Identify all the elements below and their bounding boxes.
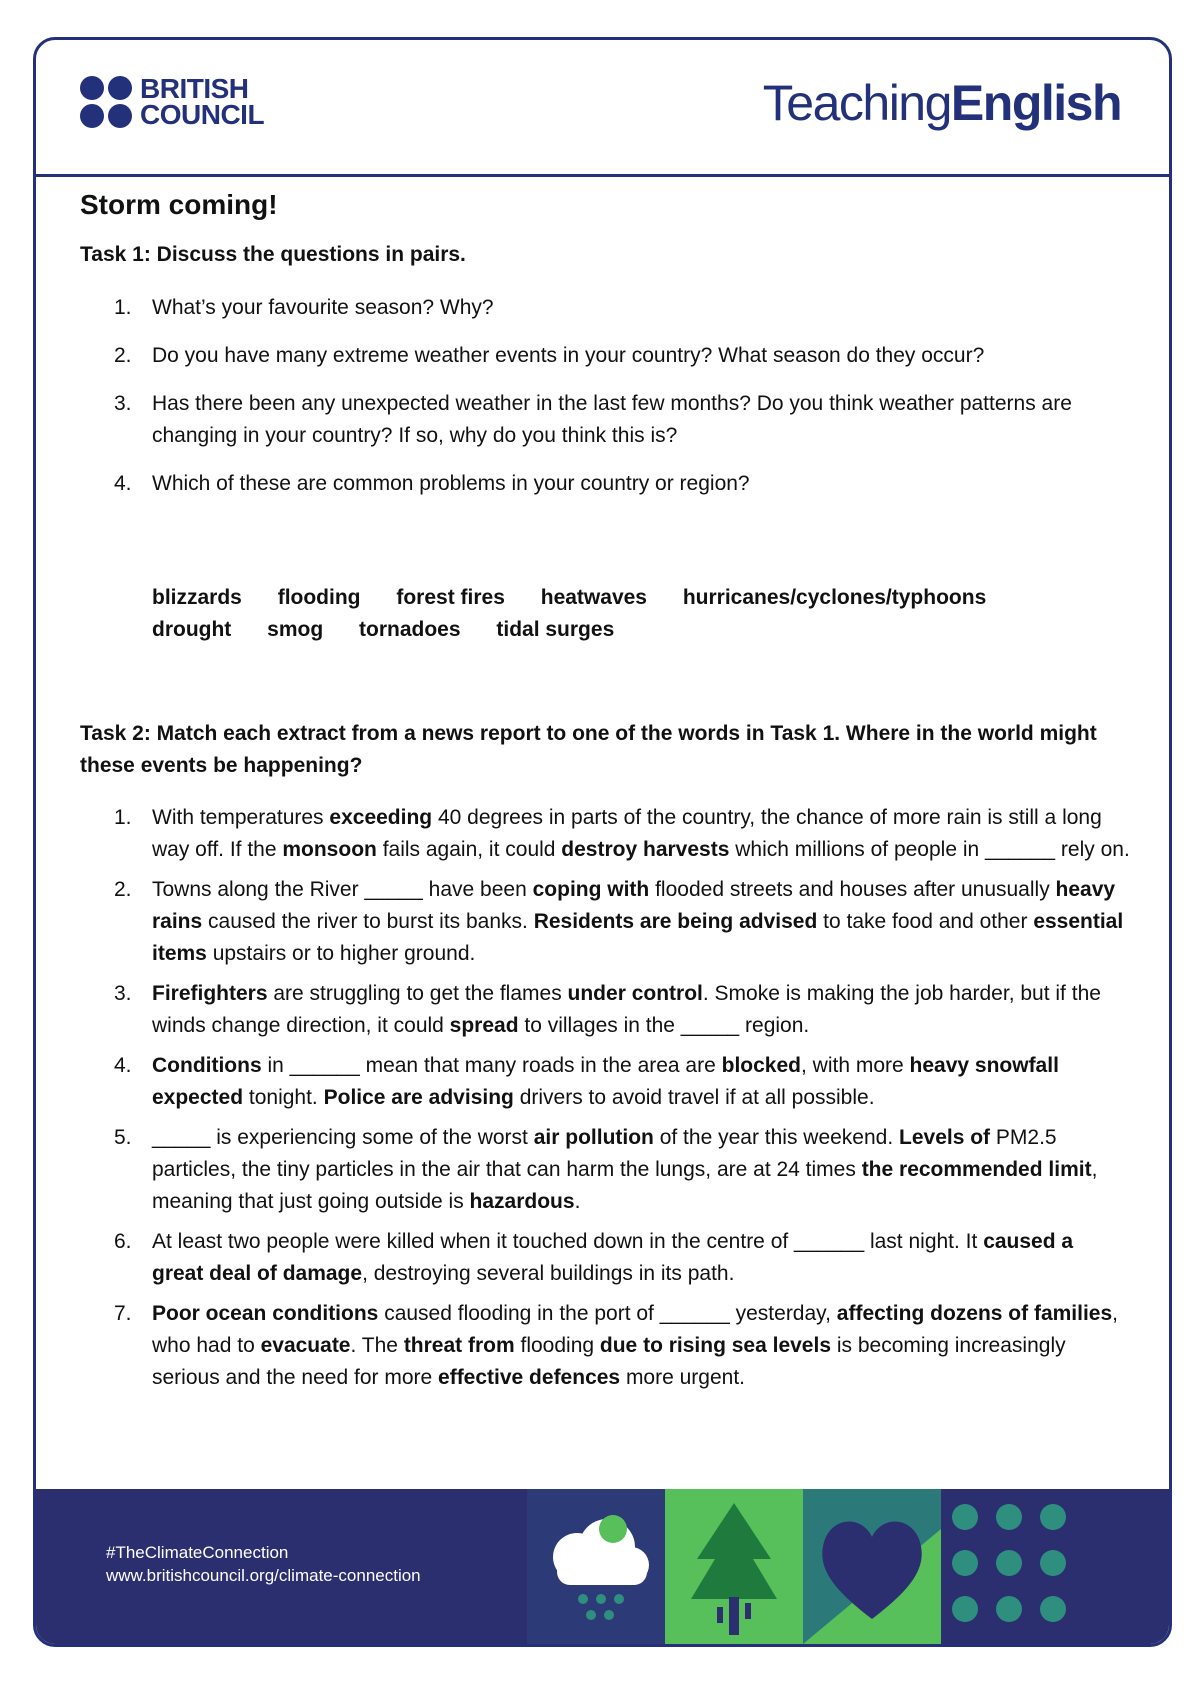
teaching-english-logo	[763, 74, 1121, 132]
extract-text: to villages in the _____ region.	[518, 1014, 810, 1037]
extract-key-phrase: heavy snowfall expected	[152, 1054, 1059, 1109]
weather-word: tornadoes	[359, 618, 461, 641]
extract-number: 6.	[114, 1230, 132, 1253]
extract-key-phrase: essential items	[152, 910, 1124, 965]
extract-key-phrase: hazardous	[469, 1190, 575, 1213]
weather-word: forest fires	[396, 586, 505, 609]
extract-key-phrase: destroy harvests	[561, 838, 730, 861]
extract-key-phrase: Police are advising	[323, 1086, 514, 1109]
extract-key-phrase: exceeding	[329, 806, 433, 829]
extract-item	[80, 874, 1130, 970]
extract-text: flooding	[514, 1334, 600, 1357]
extract-number: 1.	[114, 806, 132, 829]
extract-item	[80, 1050, 1130, 1114]
question-number: 3.	[114, 392, 132, 415]
extract-key-phrase: Firefighters	[152, 982, 268, 1005]
extract-key-phrase: blocked	[721, 1054, 801, 1077]
extract-text: At least two people were killed when it touched down in the centre of ______ last night. It	[152, 1230, 984, 1253]
extract-text: of the year this weekend.	[653, 1126, 900, 1149]
bc-logo-line2: COUNCIL	[140, 99, 265, 130]
extract-text: in ______ mean that many roads in the area are	[261, 1054, 722, 1077]
task2-extract-list	[80, 802, 1130, 1402]
extract-key-phrase: caused a great deal of damage	[152, 1230, 1074, 1285]
extract-key-phrase: monsoon	[282, 838, 377, 861]
british-council-dots-icon	[80, 76, 132, 128]
weather-word: drought	[152, 618, 232, 641]
question-text: What’s your favourite season? Why?	[152, 296, 494, 319]
bc-logo-line1: BRITISH	[140, 73, 249, 104]
question-item	[80, 388, 1120, 452]
extract-key-phrase: Poor ocean conditions	[152, 1302, 379, 1325]
extract-text: , destroying several buildings in its path.	[362, 1262, 735, 1285]
extract-key-phrase: under control	[567, 982, 703, 1005]
task1-heading: Task 1: Discuss the questions in pairs.	[80, 243, 466, 266]
extract-text: fails again, it could	[376, 838, 562, 861]
te-logo-bold: English	[950, 75, 1121, 131]
extract-key-phrase: heavy rains	[152, 878, 1116, 933]
question-number: 1.	[114, 296, 132, 319]
extract-item	[80, 802, 1130, 866]
extract-text: drivers to avoid travel if at all possible.	[513, 1086, 875, 1109]
page-frame	[33, 37, 1172, 1647]
extract-item	[80, 978, 1130, 1042]
extract-number: 3.	[114, 982, 132, 1005]
question-item	[80, 468, 1120, 500]
tree-icon	[665, 1489, 803, 1644]
extract-text: _____ is experiencing some of the worst	[152, 1126, 534, 1149]
extract-text: is becoming increasingly serious and the need for more	[152, 1334, 1066, 1389]
question-item	[80, 340, 1120, 372]
extract-key-phrase: spread	[449, 1014, 519, 1037]
extract-item	[80, 1122, 1130, 1218]
extract-key-phrase: affecting dozens of families	[836, 1302, 1113, 1325]
extract-text: upstairs or to higher ground.	[206, 942, 476, 965]
extract-key-phrase: the recommended limit	[861, 1158, 1092, 1181]
extract-text: .	[574, 1190, 581, 1213]
extract-text: , meaning that just going outside is	[152, 1158, 1098, 1213]
rain-cloud-icon	[527, 1489, 665, 1644]
extract-text: . The	[350, 1334, 404, 1357]
weather-word: blizzards	[152, 586, 242, 609]
question-number: 4.	[114, 472, 132, 495]
british-council-logo	[80, 73, 265, 130]
extract-item	[80, 1298, 1130, 1394]
extract-item	[80, 1226, 1130, 1290]
weather-word: flooding	[277, 586, 361, 609]
header	[36, 40, 1169, 177]
extract-number: 2.	[114, 878, 132, 901]
extract-text: which millions of people in ______ rely on.	[729, 838, 1130, 861]
extract-key-phrase: air pollution	[533, 1126, 654, 1149]
extract-key-phrase: evacuate	[260, 1334, 351, 1357]
dot-grid-icon	[941, 1489, 1079, 1644]
weather-word: heatwaves	[540, 586, 647, 609]
weather-word-box	[152, 582, 1112, 646]
extract-key-phrase: Residents are being advised	[533, 910, 818, 933]
weather-word: hurricanes/cyclones/typhoons	[682, 586, 987, 609]
extract-key-phrase: Conditions	[152, 1054, 262, 1077]
extract-text: tonight.	[243, 1086, 324, 1109]
extract-text: caused flooding in the port of ______ yesterday,	[378, 1302, 837, 1325]
weather-word: tidal surges	[496, 618, 615, 641]
extract-text: flooded streets and houses after unusually	[649, 878, 1056, 901]
task1-question-list	[80, 292, 1120, 500]
extract-key-phrase: threat from	[403, 1334, 515, 1357]
question-item	[80, 292, 1120, 324]
extract-number: 7.	[114, 1302, 132, 1325]
worksheet-content	[80, 188, 1130, 1389]
extract-text: , who had to	[152, 1302, 1119, 1357]
extract-text: With temperatures	[152, 806, 330, 829]
extract-text: to take food and other	[817, 910, 1034, 933]
extract-number: 5.	[114, 1126, 132, 1149]
te-logo-light: Teaching	[762, 75, 951, 131]
extract-key-phrase: Levels of	[899, 1126, 991, 1149]
extract-text: more urgent.	[620, 1366, 746, 1389]
page-title: Storm coming!	[80, 189, 278, 220]
extract-number: 4.	[114, 1054, 132, 1077]
extract-text: PM2.5 particles, the tiny particles in the air that can harm the lungs, are at 24 times	[152, 1126, 1057, 1181]
task2-heading: Task 2: Match each extract from a news report to one of the words in Task 1. Where in the world might these events be happening?	[80, 722, 1097, 777]
extract-key-phrase: due to rising sea levels	[599, 1334, 831, 1357]
extract-text: 40 degrees in parts of the country, the chance of more rain is still a long way off. If the	[152, 806, 1102, 861]
footer-hashtag: #TheClimateConnection	[106, 1543, 289, 1562]
extract-key-phrase: coping with	[532, 878, 650, 901]
question-text: Do you have many extreme weather events in your country? What season do they occur?	[152, 344, 985, 367]
question-text: Which of these are common problems in your country or region?	[152, 472, 750, 495]
weather-word: smog	[267, 618, 324, 641]
footer	[36, 1489, 1169, 1644]
question-number: 2.	[114, 344, 132, 367]
heart-icon	[803, 1489, 941, 1644]
footer-url[interactable]: www.britishcouncil.org/climate-connection	[106, 1566, 421, 1585]
extract-text: caused the river to burst its banks.	[202, 910, 534, 933]
question-text: Has there been any unexpected weather in the last few months? Do you think weather patterns are changing in your country? If so, why do you think this is?	[152, 392, 1072, 447]
extract-text: . Smoke is making the job harder, but if the winds change direction, it could	[152, 982, 1101, 1037]
extract-text: Towns along the River _____ have been	[152, 878, 533, 901]
extract-text: are struggling to get the flames	[267, 982, 568, 1005]
extract-key-phrase: effective defences	[438, 1366, 621, 1389]
extract-text: , with more	[800, 1054, 910, 1077]
